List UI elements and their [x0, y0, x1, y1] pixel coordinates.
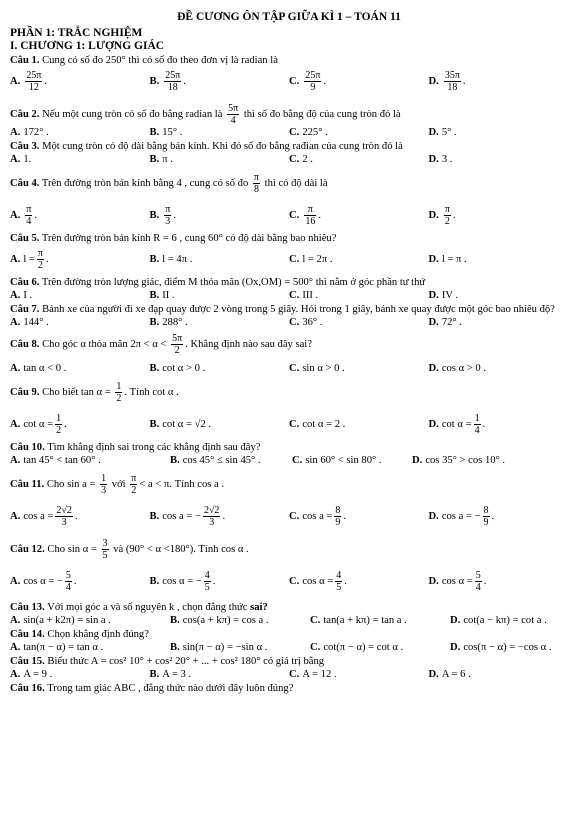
question-9: Câu 9. Cho biết tan α = $\frac{1}{2}$ . Tính cot α . [10, 381, 179, 404]
options-12: A. cos α = − $\frac{5}{4}$ . B. cos α = − $\frac{4}{5}$ . C. cos α = $\frac{4}{5}$ . D. cos α = $\frac{5}{4}$ . [10, 570, 487, 594]
question-13: Câu 13. Với mọi góc a và số nguyên k , chọn đẳng thức sai? [10, 602, 268, 613]
question-1: Câu 1. Cung có số đo 250° thì có số đo theo đơn vị là radian là [10, 55, 278, 66]
question-12: Câu 12. Cho sin α = $\frac{3}{5}$ và (90° < α <180°). Tính cos α . [10, 538, 249, 561]
options-15: A. A = 9 . B. A = 3 . C. A = 12 . D. A = 6 . [10, 669, 471, 680]
option-c: C. $\frac{25\pi}{9}$ . [289, 70, 327, 94]
option-b: B. $\frac{25\pi}{18}$ . [149, 70, 186, 94]
options-8: A. tan α < 0 . B. cot α > 0 . C. sin α > 0 . D. cos α > 0 . [10, 363, 486, 374]
options-1 [10, 67, 568, 97]
options-2: A. 172° . B. 15° . C. 225° . D. 5° . [10, 127, 457, 138]
options-11: A. cos a = $\frac{2√2}{3}$ . B. cos a = − $\frac{2√2}{3}$ . C. cos a = $\frac{8}{9}$ . D. cos a = − $\frac{8}{9}$ . [10, 505, 495, 529]
options-9: A. cot α = $\frac{1}{2}$ . B. cot α = √2 . C. cot α = 2 . D. cot α = $\frac{1}{4}$ . [10, 413, 486, 437]
question-14: Câu 14. Chọn khẳng định đúng? [10, 629, 149, 640]
document-page [0, 11, 578, 829]
question-4: Câu 4. Trên đường tròn bán kính bằng 4 , cung có số đo $\frac{\pi}{8}$ thì có độ dài là [10, 172, 328, 195]
options-5: A. l = $\frac{\pi}{2}$ . B. l = 4π . C. l = 2π . D. l = π . [10, 248, 467, 272]
question-2: Câu 2. Nếu một cung tròn có số đo bằng radian là $\frac{5\pi}{4}$ thì số đo bằng độ của cung tròn đó là [10, 103, 401, 126]
option-a: A. $\frac{25\pi}{12}$ . [10, 70, 48, 94]
chapter-heading: I. CHƯƠNG 1: LƯỢNG GIÁC [10, 40, 165, 52]
question-16: Câu 16. Trong tam giác ABC , đẳng thức nào dưới đây luôn đúng? [10, 683, 294, 694]
question-6: Câu 6. Trên đường tròn lượng giác, điểm M thỏa mãn (Ox,OM) = 500° thì nằm ở góc phần tư thứ [10, 277, 426, 288]
question-10: Câu 10. Tìm khẳng định sai trong các khẳng định sau đây? [10, 442, 261, 453]
question-3: Câu 3. Một cung tròn có độ dài bằng bán kính. Khi đó số đo bằng rađian của cung tròn đó là [10, 141, 403, 152]
options-13: A. sin(a + k2π) = sin a . B. cos(a + kπ) = cos a . C. tan(a + kπ) = tan a . D. cot(a − kπ) = cot a . [10, 615, 547, 626]
question-15: Câu 15. Biểu thức A = cos² 10° + cos² 20° + ... + cos² 180° có giá trị bằng [10, 656, 325, 667]
part-heading: PHẦN 1: TRẮC NGHIỆM [10, 27, 143, 39]
options-4: A. $\frac{\pi}{4}$ . B. $\frac{\pi}{3}$ . C. $\frac{\pi}{16}$ . D. $\frac{\pi}{2}$ . [10, 204, 456, 228]
options-10: A. tan 45° < tan 60° . B. cos 45° ≤ sin 45° . C. sin 60° < sin 80° . D. cos 35° > cos 10° . [10, 455, 506, 466]
question-11: Câu 11. Cho sin a = $\frac{1}{3}$ với $\frac{\pi}{2}$ < a < π. Tính cos a . [10, 473, 225, 496]
question-8: Câu 8. Cho góc α thỏa mãn 2π < α < $\frac{5\pi}{2}$ . Khẳng định nào sau đây sai? [10, 333, 312, 356]
question-5: Câu 5. Trên đường tròn bán kính R = 6 , cung 60° có độ dài bằng bao nhiêu? [10, 233, 337, 244]
options-7: A. 144° . B. 288° . C. 36° . D. 72° . [10, 317, 462, 328]
document-title: ĐỀ CƯƠNG ÔN TẬP GIỮA KÌ 1 – TOÁN 11 [177, 11, 401, 23]
options-6: A. I . B. II . C. III . D. IV . [10, 290, 459, 301]
options-3: A. 1. B. π . C. 2 . D. 3 . [10, 154, 453, 165]
options-14: A. tan(π − α) = tan α . B. sin(π − α) = −sin α . C. cot(π − α) = cot α . D. cos(π − α) = −cos α . [10, 642, 552, 653]
option-d: D. $\frac{35\pi}{18}$ . [428, 70, 466, 94]
question-7: Câu 7. Bánh xe của người đi xe đạp quay được 2 vòng trong 5 giây. Hỏi trong 1 giây, bánh xe quay được một góc bao nhiêu độ? [10, 304, 555, 315]
